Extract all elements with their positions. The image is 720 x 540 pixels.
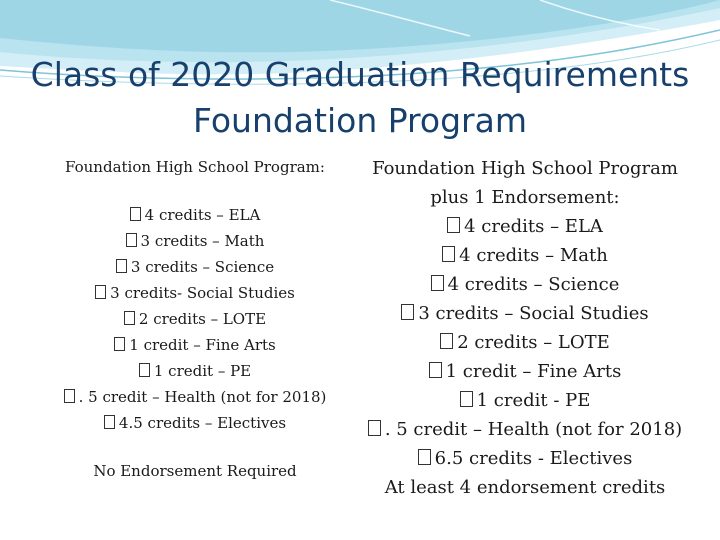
right-item: 4 credits – ELA: [365, 212, 685, 241]
left-heading: Foundation High School Program:: [65, 158, 325, 176]
checkbox-icon: [95, 285, 106, 299]
right-item: 4 credits – Math: [365, 241, 685, 270]
left-item: 3 credits- Social Studies: [35, 280, 355, 306]
checkbox-icon: [431, 275, 444, 291]
left-item: 4.5 credits – Electives: [35, 410, 355, 436]
checkbox-icon: [447, 217, 460, 233]
checkbox-icon: [429, 362, 442, 378]
checkbox-icon: [442, 246, 455, 262]
left-item: 4 credits – ELA: [35, 202, 355, 228]
checkbox-icon: [114, 337, 125, 351]
right-item: 6.5 credits - Electives: [365, 444, 685, 473]
checkbox-icon: [116, 259, 127, 273]
checkbox-icon: [124, 311, 135, 325]
left-item: 2 credits – LOTE: [35, 306, 355, 332]
left-footer: No Endorsement Required: [93, 462, 297, 480]
title-line-1: Class of 2020 Graduation Requirements: [30, 55, 690, 94]
right-item: . 5 credit – Health (not for 2018): [365, 415, 685, 444]
checkbox-icon: [401, 304, 414, 320]
checkbox-icon: [368, 420, 381, 436]
right-item: 1 credit – Fine Arts: [365, 357, 685, 386]
right-heading-line-1: Foundation High School Program: [372, 158, 678, 179]
left-item: 3 credits – Math: [35, 228, 355, 254]
checkbox-icon: [440, 333, 453, 349]
right-item: 1 credit - PE: [365, 386, 685, 415]
checkbox-icon: [64, 389, 75, 403]
endorsement-program-column: [365, 154, 685, 502]
right-footer: At least 4 endorsement credits: [384, 477, 666, 498]
checkbox-icon: [460, 391, 473, 407]
right-item: 4 credits – Science: [365, 270, 685, 299]
checkbox-icon: [139, 363, 150, 377]
left-item: 1 credit – PE: [35, 358, 355, 384]
checkbox-icon: [104, 415, 115, 429]
checkbox-icon: [418, 449, 431, 465]
foundation-program-column: [35, 152, 355, 484]
left-item: . 5 credit – Health (not for 2018): [35, 384, 355, 410]
right-item: 3 credits – Social Studies: [365, 299, 685, 328]
right-item: 2 credits – LOTE: [365, 328, 685, 357]
left-item: 1 credit – Fine Arts: [35, 332, 355, 358]
checkbox-icon: [130, 207, 141, 221]
right-heading-line-2: plus 1 Endorsement:: [430, 187, 620, 208]
page-title: [0, 52, 720, 144]
checkbox-icon: [126, 233, 137, 247]
title-line-2: Foundation Program: [193, 101, 527, 140]
left-item: 3 credits – Science: [35, 254, 355, 280]
